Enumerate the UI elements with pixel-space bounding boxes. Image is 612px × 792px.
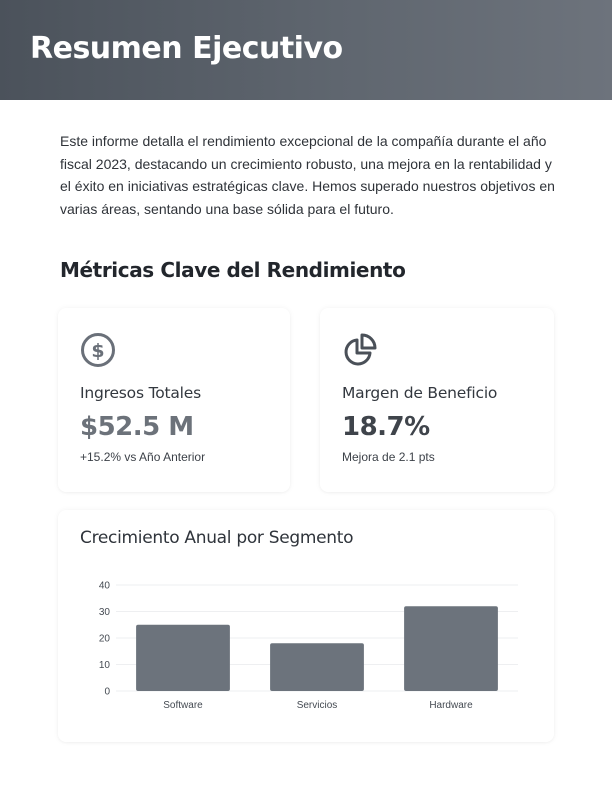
- bar-chart: [58, 510, 554, 742]
- metric-value: 18.7%: [342, 412, 430, 442]
- metric-subtext: +15.2% vs Año Anterior: [80, 450, 206, 464]
- dollar-circle-icon: [80, 332, 116, 368]
- bar-servicios: [270, 643, 364, 691]
- chart-svg: [58, 510, 554, 742]
- page-title: Resumen Ejecutivo: [30, 31, 343, 66]
- x-tick-label: Hardware: [429, 700, 473, 711]
- page-header: [0, 0, 612, 100]
- metric-card-margin: [320, 308, 554, 492]
- x-tick-label: Software: [163, 700, 203, 711]
- metric-label: Ingresos Totales: [80, 384, 201, 402]
- chart-card: [58, 510, 554, 742]
- bar-software: [136, 625, 230, 691]
- svg-text:$: $: [91, 340, 105, 362]
- chart-title: Crecimiento Anual por Segmento: [80, 528, 354, 548]
- x-tick-label: Servicios: [296, 700, 338, 711]
- y-tick-label: 30: [98, 607, 110, 618]
- pie-chart-icon: [342, 332, 378, 368]
- y-tick-label: 40: [98, 580, 110, 592]
- metrics-section-title: Métricas Clave del Rendimiento: [60, 258, 406, 282]
- metric-value: $52.5 M: [80, 412, 194, 442]
- y-tick-label: 10: [98, 660, 110, 671]
- bar-hardware: [404, 606, 498, 691]
- metric-label: Margen de Beneficio: [342, 384, 498, 402]
- y-tick-label: 20: [98, 633, 110, 645]
- y-tick-label: 0: [104, 686, 110, 698]
- intro-paragraph: Este informe detalla el rendimiento excepcional de la compañía durante el año fiscal 2023, destacando un crecimiento robusto, una mejora en la rentabilidad y el éxito en iniciativas estratégicas clave. Hemos superado nuestros objetivos en varias áreas, sentando una base sólida para el futuro.: [60, 133, 555, 217]
- metric-card-revenue: [58, 308, 290, 492]
- metric-subtext: Mejora de 2.1 pts: [342, 450, 435, 464]
